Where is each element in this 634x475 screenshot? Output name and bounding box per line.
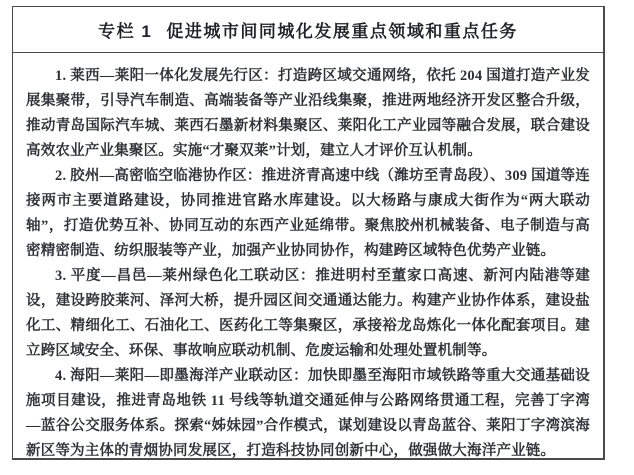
paragraph: 3. 平度—昌邑—莱州绿色化工联动区：推进明村至董家口高速、新河内陆港等建设，建设跨胶莱河、泽河大桥，提升园区间交通通达能力。构建产业协作体系，建设盐化工、精细化工、石油化工、医药化工等集聚区，承接裕龙岛炼化一体化配套项目。建立跨区域安全、环保、事故响应联动机制、危废运输和处理处置机制等。: [26, 268, 590, 359]
column-title-text: 促进城市间同城化发展重点领域和重点任务: [166, 22, 518, 41]
column-title: [13, 7, 603, 53]
column-body: [13, 53, 603, 474]
paragraph: 4. 海阳—莱阳—即墨海洋产业联动区：加快即墨至海阳市域铁路等重大交通基础设施项目建设，推进青岛地铁 11 号线等轨道交通延伸与公路网络贯通工程，完善丁字湾—蓝谷公交服务体系。探索“姊妹园”合作模式，谋划建设以青岛蓝谷、莱阳丁字湾滨海新区等为主体的青烟协同发展区，打造科技协同创新中心，做强做大海洋产业链。: [26, 368, 590, 459]
paragraph: 1. 莱西—莱阳一体化发展先行区：打造跨区域交通网络，依托 204 国道打造产业发展集聚带，引导汽车制造、高端装备等产业沿线集聚，推进两地经济开发区整合升级，推动青岛国际汽车城、莱西石墨新材料集聚区、莱阳化工产业园等融合发展，联合建设高效农业产业集聚区。实施“才聚双莱”计划，建立人才评价互认机制。: [26, 68, 590, 159]
column-box: [12, 6, 605, 460]
column-title-number: 专栏 1: [98, 22, 153, 41]
paragraph: 2. 胶州—高密临空临港协作区：推进济青高速中线（潍坊至青岛段）、309 国道等连接两市主要道路建设，协同推进官路水库建设。以大杨路与康成大街作为“两大联动轴”，打造优势互补、协同互动的东西产业延绵带。聚焦胶州机械装备、电子制造与高密精密制造、纺织服装等产业，加强产业协同协作，构建跨区域特色优势产业链。: [26, 168, 590, 259]
